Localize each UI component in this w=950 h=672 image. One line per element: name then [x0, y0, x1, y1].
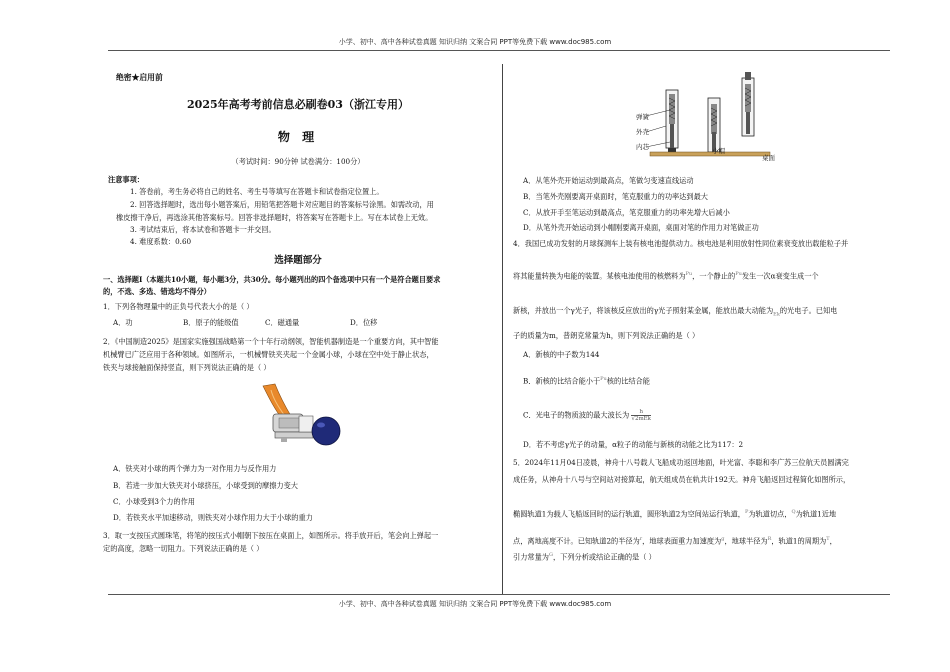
q1-option-c: C．磁通量 [265, 318, 300, 327]
q5-stem-line-2: 成任务，从神舟十八号与空间站对接算起，航天组成员在轨共计192天。神舟飞船返回过程简化如图所示， [513, 475, 851, 484]
q5-stem-line-4 [513, 534, 837, 546]
pu-symbol: Pu [685, 271, 693, 277]
part1-heading-cont: 的，不选、多选、错选均不得分） [103, 287, 211, 296]
q1-option-a: A．功 [113, 318, 133, 327]
label-shell: 外壳 [636, 128, 649, 136]
q4-stem-line-3 [513, 306, 837, 319]
q2-option-b: B．若进一步加大铁夹对小球挤压，小球受到的摩擦力变大 [113, 481, 298, 490]
note-4: 4. 难度系数：0.60 [130, 237, 192, 246]
q4-option-a: A．新核的中子数为144 [523, 350, 600, 359]
q3-option-d: D．从笔外壳开始运动到小帽刚要离开桌面，桌面对笔的作用力对笔做正功 [523, 223, 759, 232]
secret-label: 绝密★启用前 [116, 73, 163, 82]
q5-text-3c: 为轨道1近地 [795, 509, 837, 519]
q4-fraction [631, 409, 651, 422]
q1-option-b: B．原子的能级值 [183, 318, 239, 327]
q3-option-b: B．当笔外壳刚要离开桌面时，笔克服重力的功率达到最大 [523, 192, 708, 201]
label-desk: 桌面 [762, 154, 775, 162]
q2-option-a: A．铁夹对小球的两个弹力为一对作用力与反作用力 [113, 464, 277, 473]
ek-symbol: Ek [773, 311, 780, 318]
q3-option-a: A．从笔外壳开始运动到最高点，笔做匀变速直线运动 [523, 176, 694, 185]
subject-title: 物 理 [277, 130, 319, 144]
pu-symbol-2: Pu [735, 271, 742, 277]
label-core: 内芯 [636, 143, 649, 151]
q2-option-d: D．若铁夹水平加速移动，则铁夹对小球作用力大于小球的重力 [113, 513, 313, 522]
q5-text-3a: 椭圆轨道1为载人飞船返回时的运行轨道，圆形轨道2为空间站运行轨道， [513, 509, 745, 519]
symbol-T: T [826, 536, 830, 542]
note-3: 3. 考试结束后，将本试卷和答题卡一并交回。 [130, 225, 276, 234]
q2-stem-line-3: 铁夹与球接触面保持竖直，则下列说法正确的是（ ） [103, 363, 271, 372]
exam-info: （考试时间：90分钟 试卷满分：100分） [231, 157, 365, 166]
page-footer: 小学、初中、高中各种试卷真题 知识归纳 文案合同 PPT等免费下载 www.doc985.com [338, 600, 612, 608]
q5-text-4d: ，轨道1的周期为 [771, 536, 827, 546]
section-title: 选择题部分 [274, 255, 322, 266]
q4-option-b-text-2: 核的比结合能 [606, 376, 650, 386]
q4-fraction-den: √2mEk [631, 416, 652, 422]
q5-stem-line-5 [513, 550, 656, 562]
symbol-g: g [721, 536, 725, 542]
label-spring: 弹簧 [636, 113, 649, 121]
symbol-r: r [639, 536, 643, 542]
q4-stem-line-2 [513, 269, 819, 281]
paper-title: 2025年高考考前信息必刷卷03（浙江专用） [187, 98, 409, 111]
q5-text-4e: ， [829, 536, 837, 546]
symbol-R: R [767, 536, 772, 542]
q4-text-3b: 的光电子。已知电 [779, 306, 838, 315]
symbol-p: P [744, 509, 749, 515]
robot-arm-figure [255, 380, 347, 458]
q3-stem-line-2: 定的高度，忽略一切阻力。下列说法正确的是（ ） [103, 544, 264, 553]
q4-fraction-num: h [631, 409, 651, 416]
note-1: 1. 答卷前，考生务必将自己的姓名、考生号等填写在答题卡和试卷指定位置上。 [130, 187, 384, 196]
part1-heading: 一、选择题Ⅰ（本题共10小题，每小题3分，共30分。每小题列出的四个备选项中只有一个是符合题目要求 [103, 275, 441, 284]
q4-text-2a: 将其能量转换为电能的装置。某核电池使用的核燃料为 [513, 271, 686, 281]
q5-text-5b: ，下列分析或结论正确的是（ ） [552, 552, 656, 562]
q5-stem-line-3 [513, 507, 836, 519]
footer-rule [108, 594, 890, 595]
label-cap: 小帽 [712, 147, 725, 155]
q1-stem: 1．下列各物理量中的正负号代表大小的是（ ） [103, 302, 254, 311]
q3-option-c: C．从放开手至笔运动到最高点，笔克服重力的功率先增大后减小 [523, 208, 730, 217]
q4-text-2c: 发生一次α衰变生成一个 [741, 271, 819, 281]
q5-text-5a: 引力常量为 [513, 552, 549, 562]
pu-symbol-3: Pu [600, 376, 607, 382]
column-divider [502, 64, 503, 594]
q5-text-4a: 点，离地高度不计。已知轨道2的半径为 [513, 536, 640, 546]
note-2-cont: 橡皮擦干净后，再选涂其他答案标号。回答非选择题时，将答案写在答题卡上。写在本试卷上无效。 [116, 213, 433, 222]
notes-title: 注意事项： [108, 175, 144, 184]
q5-text-3b: 为轨道切点， [748, 509, 792, 519]
q4-option-b [523, 374, 650, 386]
q4-option-b-text: B．新核的比结合能小于 [523, 376, 601, 386]
note-2: 2. 回答选择题时，选出每小题答案后，用铅笔把答题卡对应题目的答案标号涂黑。如需改动，用 [130, 200, 434, 209]
q4-text-3a: 新核，并放出一个γ光子，将该核反应放出的γ光子照射某金属，能放出最大动能为 [513, 306, 774, 315]
q5-stem-line-1: 5．2024年11月04日凌晨，神舟十八号载人飞船成功返回地面，叶光富、李聪和李广苏三位航天员圆满完 [513, 458, 849, 467]
q4-option-c [523, 409, 651, 422]
q4-option-d: D．若不考虑γ光子的动量，α粒子的动能与新核的动能之比为117：2 [523, 440, 744, 449]
q4-stem-line-1: 4．我国已成功发射的月球探测车上装有核电池提供动力。核电池是利用放射性同位素衰变放出载能粒子并 [513, 239, 849, 248]
symbol-q: Q [791, 509, 796, 515]
q4-stem-line-4: 子的质量为m，普朗克常量为h，则下列说法正确的是（ ） [513, 331, 700, 340]
q5-text-4c: ，地球半径为 [724, 536, 768, 546]
q2-option-c: C．小球受到3个力的作用 [113, 497, 195, 506]
q4-option-c-text: C．光电子的物质波的最大波长为 [523, 410, 630, 420]
q2-stem-line-1: 2．《中国制造2025》是国家实施强国战略第一个十年行动纲领，智能机器制造是一个重要方向，其中智能 [103, 337, 439, 346]
header-rule [108, 50, 890, 51]
symbol-G: G [548, 552, 553, 558]
q2-stem-line-2: 机械臂已广泛应用于各种领域。如图所示，一机械臂铁夹夹起一个金属小球，小球在空中处于静止状态， [103, 350, 434, 359]
q5-text-4b: ，地球表面重力加速度为 [642, 536, 722, 546]
q4-text-2b: ，一个静止的 [692, 271, 736, 281]
q1-option-d: D．位移 [350, 318, 378, 327]
q3-stem-line-1: 3．取一支按压式圆珠笔，将笔的按压式小帽朝下按压在桌面上，如图所示。将手放开后，笔会向上弹起一 [103, 531, 439, 540]
page-header: 小学、初中、高中各种试卷真题 知识归纳 文案合同 PPT等免费下载 www.doc985.com [338, 38, 612, 46]
